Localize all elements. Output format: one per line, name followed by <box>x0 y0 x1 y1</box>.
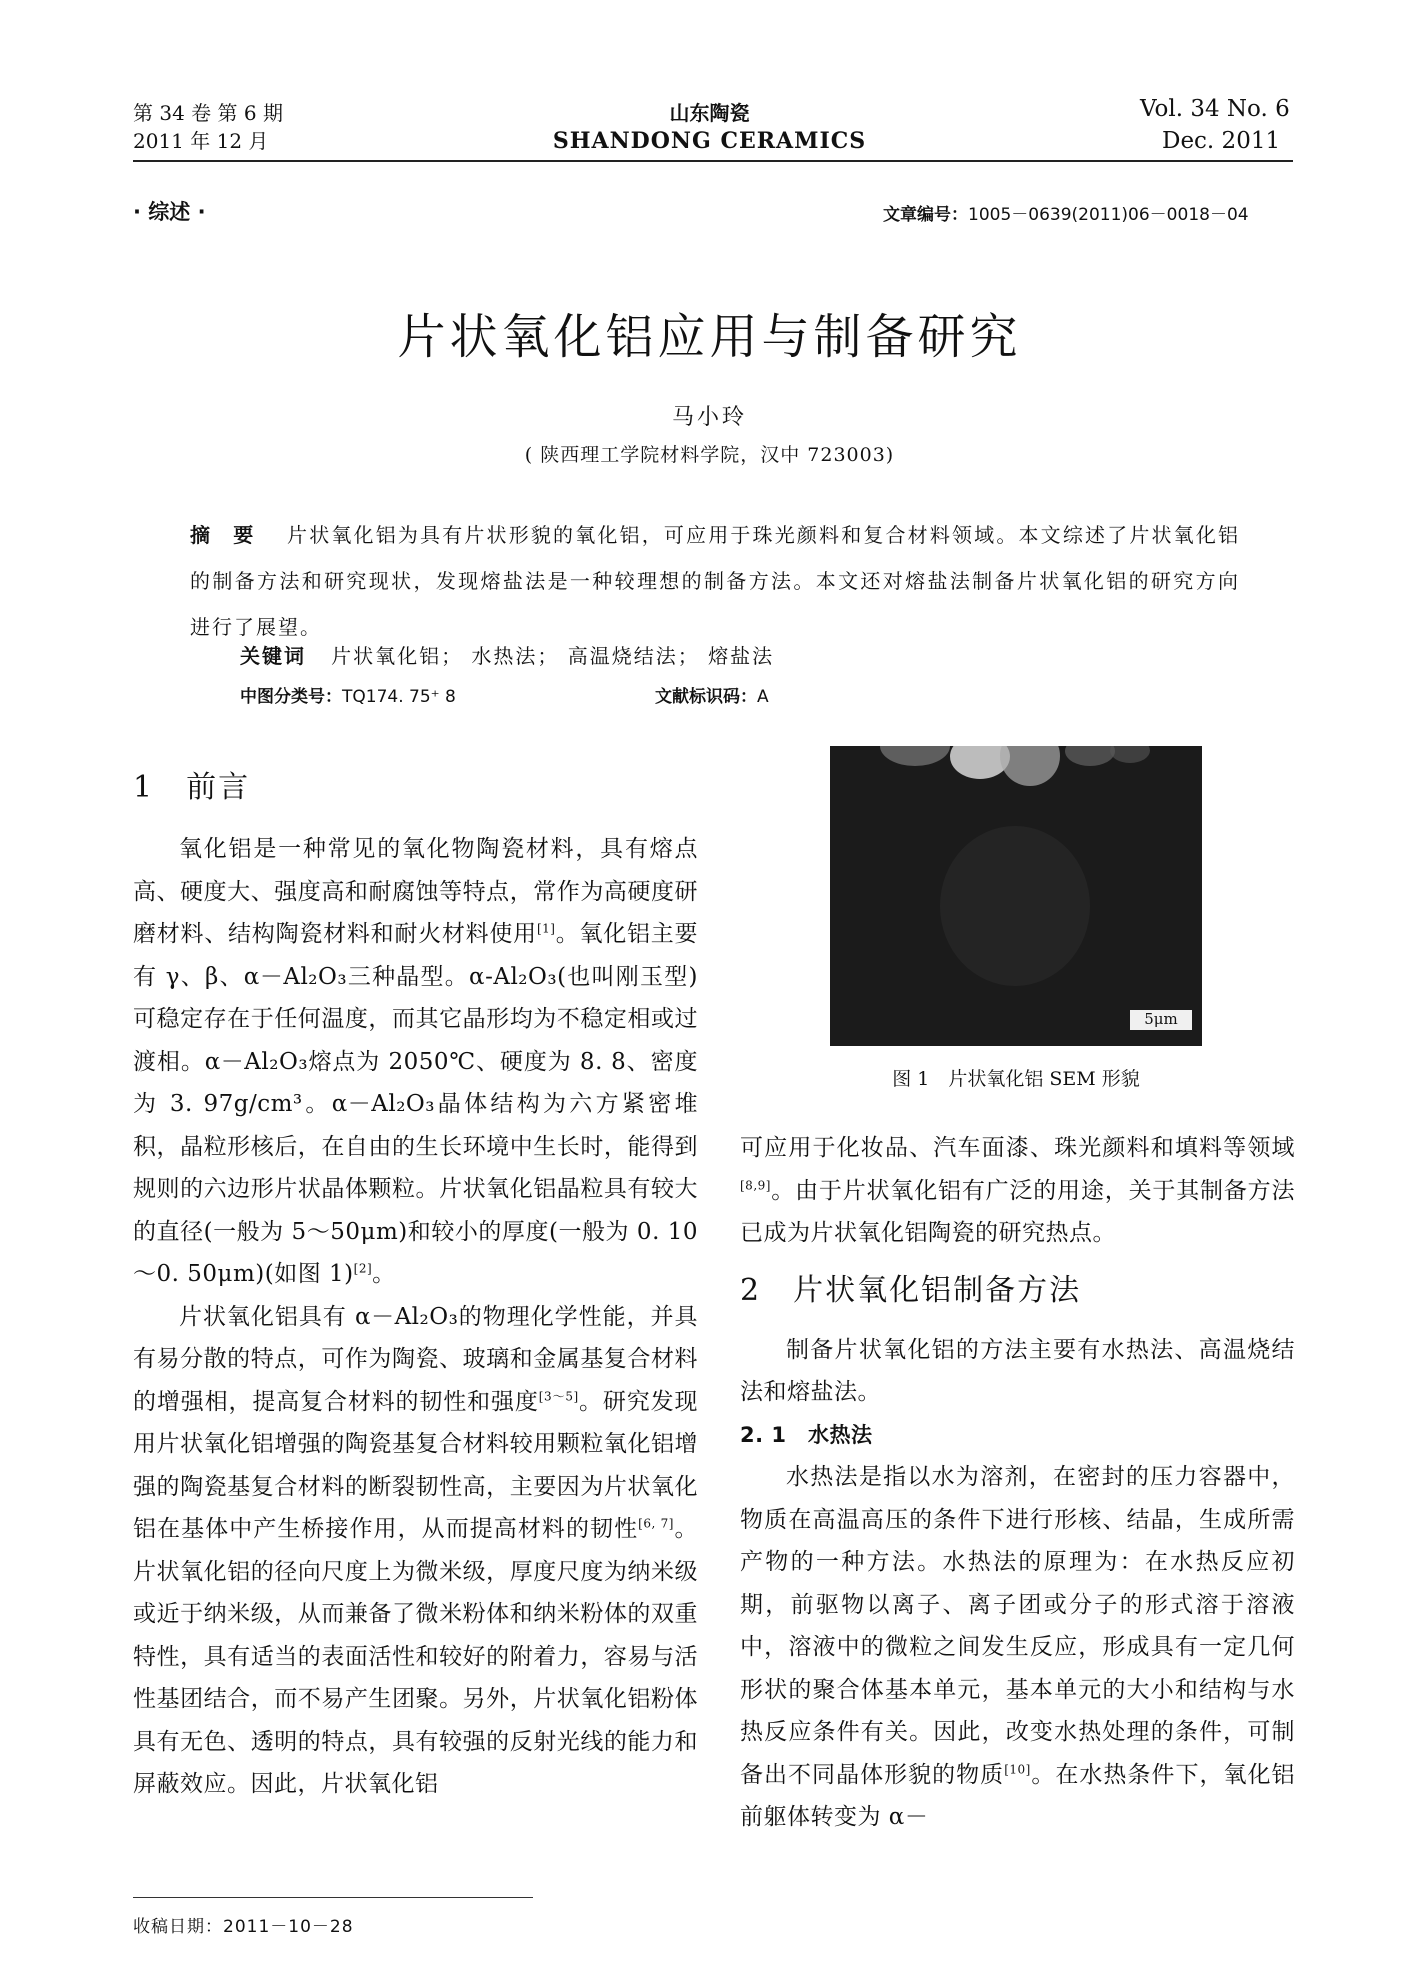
para-2-text-b: 。研究发现用片状氧化铝增强的陶瓷基复合材料较用颗粒氧化铝增强的陶瓷基复合材料的断裂韧性高，主要因为片状氧化铝在基体中产生桥接作用，从而提高材料的韧性 <box>133 1388 699 1542</box>
citation-4: [6, 7] <box>638 1516 674 1531</box>
keywords-label: 关键词 <box>240 644 306 668</box>
header-journal-en: SHANDONG CERAMICS <box>552 128 867 154</box>
sem-shadow <box>940 826 1090 986</box>
sem-figure <box>830 746 1202 1046</box>
paper-title: 片状氧化铝应用与制备研究 <box>397 309 1022 365</box>
section-2-heading: 2 片状氧化铝制备方法 <box>740 1272 1082 1308</box>
article-number-value: 1005－0639(2011)06－0018－04 <box>968 205 1249 225</box>
subsection-2-1-heading: 2. 1 水热法 <box>740 1422 873 1447</box>
column-label: · 综述 · <box>133 200 206 224</box>
section-1-heading: 1 前言 <box>133 770 251 805</box>
header-date-cn: 2011 年 12 月 <box>133 129 269 153</box>
citation-2: [2] <box>353 1261 373 1276</box>
affiliation: ( 陕西理工学院材料学院，汉中 723003) <box>524 444 895 466</box>
footnote-rule <box>133 1897 533 1898</box>
doc-code-value: A <box>757 687 769 707</box>
abstract <box>190 512 1240 650</box>
para-2-text-a: 片状氧化铝具有 α－Al₂O₃的物理化学性能，并具有易分散的特点，可作为陶瓷、玻璃和金属基复合材料的增强相，提高复合材料的韧性和强度 <box>133 1303 698 1415</box>
clc-label: 中图分类号： <box>240 687 342 707</box>
sub-para-text-b: 。在水热条件下，氧化铝前躯体转变为 α－ <box>740 1761 1296 1830</box>
header-rule <box>133 160 1293 162</box>
keywords <box>240 640 774 669</box>
subsection-2-1-paragraph <box>740 1456 1295 1839</box>
sem-flake <box>1065 746 1115 766</box>
right-column <box>740 1127 1295 1839</box>
header-date-en: Dec. 2011 <box>1162 128 1281 154</box>
section-2-paragraph: 制备片状氧化铝的方法主要有水热法、高温烧结法和熔盐法。 <box>740 1336 1295 1405</box>
received-date: 收稿日期：2011－10－28 <box>133 1917 354 1937</box>
section-1-paragraph-1 <box>133 828 698 1296</box>
para-1-text-a: 氧化铝是一种常见的氧化物陶瓷材料，具有熔点高、硬度大、强度高和耐腐蚀等特点，常作为高硬度研磨材料、结构陶瓷材料和耐火材料使用 <box>133 836 698 947</box>
citation-6: [10] <box>1004 1761 1031 1776</box>
scale-bar: 5μm <box>1130 1010 1192 1030</box>
citation-5: [8,9] <box>740 1177 771 1192</box>
clc-number <box>240 682 456 707</box>
sem-flake <box>1000 746 1060 786</box>
sub-para-text-a: 水热法是指以水为溶剂，在密封的压力容器中，物质在高温高压的条件下进行形核、结晶，生成所需产物的一种方法。水热法的原理为：在水热反应初期，前驱物以离子、离子团或分子的形式溶于溶液中，溶液中的微粒之间发生反应，形成具有一定几何形状的聚合体基本单元，基本单元的大小和结构与水热反应条件有关。因此，改变水热处理的条件，可制备出不同晶体形貌的物质 <box>740 1464 1295 1788</box>
doc-code-label: 文献标识码： <box>655 687 757 707</box>
article-number <box>883 200 1249 225</box>
para-2-text-c: 。片状氧化铝的径向尺度上为微米级，厚度尺度为纳米级或近于纳米级，从而兼备了微米粉体和纳米粉体的双重特性，具有适当的表面活性和较好的附着力，容易与活性基团结合，而不易产生团聚。另外，片状氧化铝粉体具有无色、透明的特点，具有较强的反射光线的能力和屏蔽效应。因此，片状氧化铝 <box>133 1516 699 1797</box>
continued-text-b: 。由于片状氧化铝有广泛的用途，关于其制备方法已成为片状氧化铝陶瓷的研究热点。 <box>740 1177 1295 1246</box>
continued-paragraph <box>740 1127 1295 1255</box>
abstract-text: 片状氧化铝为具有片状形貌的氧化铝，可应用于珠光颜料和复合材料领域。本文综述了片状氧化铝的制备方法和研究现状，发现熔盐法是一种较理想的制备方法。本文还对熔盐法制备片状氧化铝的研究方向进行了展望。 <box>190 523 1241 639</box>
article-number-label: 文章编号： <box>883 205 968 225</box>
header-volume-cn: 第 34 卷 第 6 期 <box>133 101 283 125</box>
left-column <box>133 768 698 1806</box>
sem-flake <box>880 746 950 766</box>
abstract-label: 摘 要 <box>190 523 262 547</box>
para-1-text-c: 。 <box>372 1261 396 1287</box>
header-journal-cn: 山东陶瓷 <box>669 101 750 125</box>
doc-code <box>655 682 769 707</box>
clc-value: TQ174. 75⁺ 8 <box>342 687 456 707</box>
section-1-paragraph-2 <box>133 1296 698 1806</box>
citation-1: [1] <box>536 921 556 936</box>
para-1-text-b: 。氧化铝主要有 γ、β、α－Al₂O₃三种晶型。α-Al₂O₃(也叫刚玉型)可稳定存在于任何温度，而其它晶形均为不稳定相或过渡相。α－Al₂O₃熔点为 2050℃、硬度为 8. 8、密度为 3. 97g/cm³。α－Al₂O₃晶体结构为六方紧密堆积，晶粒形核后，在自由的生长环境中生长时，能得到规则的六边形片状晶体颗粒。片状氧化铝晶粒具有较大的直径(一般为 5～50μm)和较小的厚度(一般为 0. 10～0. 50μm)(如图 1) <box>133 921 699 1287</box>
author: 马小玲 <box>671 405 747 430</box>
keywords-text: 片状氧化铝； 水热法； 高温烧结法； 熔盐法 <box>331 644 775 668</box>
sem-flake <box>1110 746 1150 763</box>
citation-3: [3～5] <box>538 1388 579 1403</box>
header-volume-en: Vol. 34 No. 6 <box>1140 96 1290 122</box>
figure-caption: 图 1 片状氧化铝 SEM 形貌 <box>892 1068 1140 1090</box>
continued-text-a: 可应用于化妆品、汽车面漆、珠光颜料和填料等领域 <box>740 1135 1295 1161</box>
